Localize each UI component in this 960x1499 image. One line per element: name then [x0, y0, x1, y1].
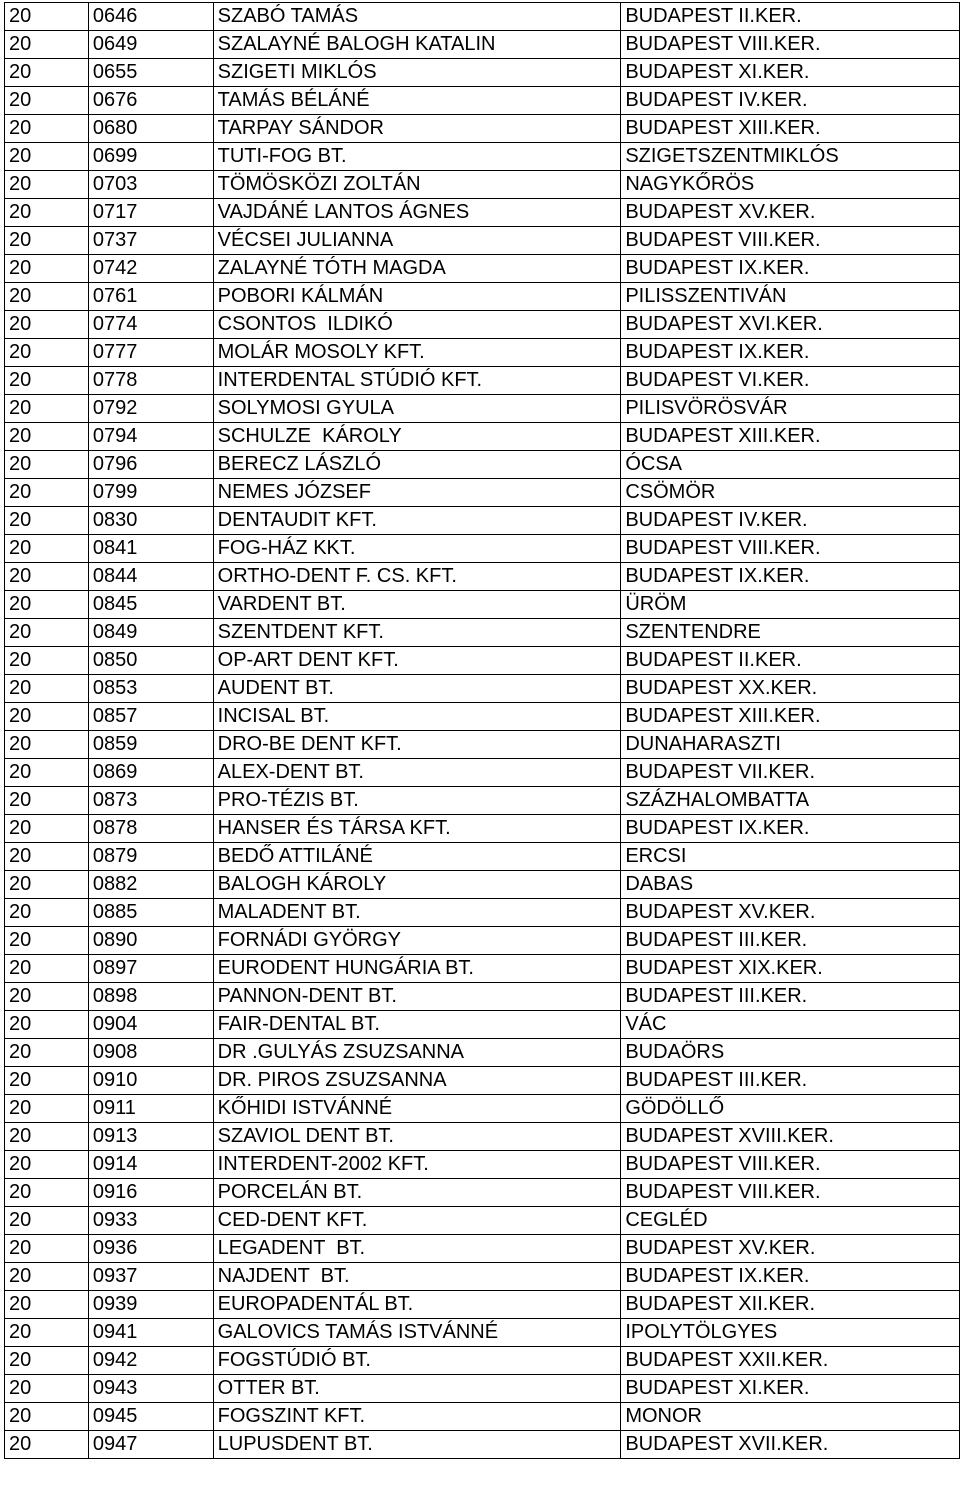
table-row [5, 451, 960, 479]
table-row [5, 1151, 960, 1179]
registry-number-cell: 0933 [88, 1207, 213, 1235]
registry-number-cell: 0830 [88, 507, 213, 535]
name-cell: POBORI KÁLMÁN [213, 283, 621, 311]
registry-number-cell: 0916 [88, 1179, 213, 1207]
location-cell: DABAS [621, 871, 960, 899]
table-row [5, 87, 960, 115]
table-row [5, 647, 960, 675]
location-cell: BUDAPEST IX.KER. [621, 1263, 960, 1291]
table-row [5, 199, 960, 227]
name-cell: ORTHO-DENT F. CS. KFT. [213, 563, 621, 591]
registry-number-cell: 0850 [88, 647, 213, 675]
name-cell: DRO-BE DENT KFT. [213, 731, 621, 759]
location-cell: SZÁZHALOMBATTA [621, 787, 960, 815]
location-cell: BUDAPEST XVII.KER. [621, 1431, 960, 1459]
registry-number-cell: 0904 [88, 1011, 213, 1039]
name-cell: GALOVICS TAMÁS ISTVÁNNÉ [213, 1319, 621, 1347]
registry-number-cell: 0885 [88, 899, 213, 927]
table-row [5, 255, 960, 283]
location-cell: BUDAPEST XIX.KER. [621, 955, 960, 983]
name-cell: DR .GULYÁS ZSUZSANNA [213, 1039, 621, 1067]
location-cell: BUDAPEST XV.KER. [621, 199, 960, 227]
name-cell: INTERDENTAL STÚDIÓ KFT. [213, 367, 621, 395]
registry-number-cell: 0799 [88, 479, 213, 507]
register-table [4, 2, 960, 1459]
area-code-cell: 20 [5, 199, 89, 227]
table-row [5, 1207, 960, 1235]
location-cell: BUDAPEST VII.KER. [621, 759, 960, 787]
location-cell: CSÖMÖR [621, 479, 960, 507]
name-cell: SZALAYNÉ BALOGH KATALIN [213, 31, 621, 59]
table-row [5, 1291, 960, 1319]
area-code-cell: 20 [5, 395, 89, 423]
location-cell: BUDAPEST XXII.KER. [621, 1347, 960, 1375]
table-row [5, 1095, 960, 1123]
table-row [5, 983, 960, 1011]
table-row [5, 479, 960, 507]
name-cell: SZENTDENT KFT. [213, 619, 621, 647]
area-code-cell: 20 [5, 563, 89, 591]
area-code-cell: 20 [5, 647, 89, 675]
area-code-cell: 20 [5, 955, 89, 983]
table-row [5, 1179, 960, 1207]
area-code-cell: 20 [5, 759, 89, 787]
name-cell: FOGSTÚDIÓ BT. [213, 1347, 621, 1375]
table-row [5, 535, 960, 563]
location-cell: BUDAPEST XI.KER. [621, 1375, 960, 1403]
name-cell: FOGSZINT KFT. [213, 1403, 621, 1431]
area-code-cell: 20 [5, 619, 89, 647]
name-cell: NEMES JÓZSEF [213, 479, 621, 507]
registry-number-cell: 0699 [88, 143, 213, 171]
area-code-cell: 20 [5, 227, 89, 255]
location-cell: BUDAPEST VIII.KER. [621, 1151, 960, 1179]
area-code-cell: 20 [5, 451, 89, 479]
name-cell: SCHULZE KÁROLY [213, 423, 621, 451]
registry-number-cell: 0796 [88, 451, 213, 479]
area-code-cell: 20 [5, 815, 89, 843]
area-code-cell: 20 [5, 535, 89, 563]
location-cell: ÜRÖM [621, 591, 960, 619]
area-code-cell: 20 [5, 731, 89, 759]
table-row [5, 115, 960, 143]
area-code-cell: 20 [5, 591, 89, 619]
location-cell: BUDAPEST XII.KER. [621, 1291, 960, 1319]
location-cell: IPOLYTÖLGYES [621, 1319, 960, 1347]
registry-number-cell: 0914 [88, 1151, 213, 1179]
name-cell: NAJDENT BT. [213, 1263, 621, 1291]
location-cell: NAGYKŐRÖS [621, 171, 960, 199]
location-cell: BUDAPEST IX.KER. [621, 255, 960, 283]
area-code-cell: 20 [5, 31, 89, 59]
register-table-body [5, 3, 960, 1459]
table-row [5, 1123, 960, 1151]
area-code-cell: 20 [5, 1151, 89, 1179]
area-code-cell: 20 [5, 1207, 89, 1235]
location-cell: BUDAPEST IV.KER. [621, 507, 960, 535]
registry-number-cell: 0878 [88, 815, 213, 843]
registry-number-cell: 0890 [88, 927, 213, 955]
area-code-cell: 20 [5, 871, 89, 899]
name-cell: FAIR-DENTAL BT. [213, 1011, 621, 1039]
table-row [5, 871, 960, 899]
name-cell: BEDŐ ATTILÁNÉ [213, 843, 621, 871]
registry-number-cell: 0717 [88, 199, 213, 227]
registry-number-cell: 0941 [88, 1319, 213, 1347]
name-cell: PANNON-DENT BT. [213, 983, 621, 1011]
table-row [5, 815, 960, 843]
location-cell: BUDAPEST III.KER. [621, 927, 960, 955]
area-code-cell: 20 [5, 1179, 89, 1207]
area-code-cell: 20 [5, 703, 89, 731]
name-cell: OTTER BT. [213, 1375, 621, 1403]
name-cell: VARDENT BT. [213, 591, 621, 619]
table-row [5, 3, 960, 31]
name-cell: INTERDENT-2002 KFT. [213, 1151, 621, 1179]
area-code-cell: 20 [5, 927, 89, 955]
location-cell: PILISSZENTIVÁN [621, 283, 960, 311]
registry-number-cell: 0853 [88, 675, 213, 703]
name-cell: TÖMÖSKÖZI ZOLTÁN [213, 171, 621, 199]
location-cell: DUNAHARASZTI [621, 731, 960, 759]
name-cell: MOLÁR MOSOLY KFT. [213, 339, 621, 367]
location-cell: BUDAPEST XI.KER. [621, 59, 960, 87]
location-cell: BUDAPEST XX.KER. [621, 675, 960, 703]
name-cell: VÉCSEI JULIANNA [213, 227, 621, 255]
table-row [5, 227, 960, 255]
area-code-cell: 20 [5, 1095, 89, 1123]
table-row [5, 787, 960, 815]
name-cell: INCISAL BT. [213, 703, 621, 731]
registry-number-cell: 0778 [88, 367, 213, 395]
registry-number-cell: 0794 [88, 423, 213, 451]
area-code-cell: 20 [5, 1067, 89, 1095]
name-cell: LEGADENT BT. [213, 1235, 621, 1263]
registry-number-cell: 0873 [88, 787, 213, 815]
registry-number-cell: 0849 [88, 619, 213, 647]
name-cell: DR. PIROS ZSUZSANNA [213, 1067, 621, 1095]
area-code-cell: 20 [5, 843, 89, 871]
area-code-cell: 20 [5, 983, 89, 1011]
location-cell: BUDAPEST VIII.KER. [621, 1179, 960, 1207]
registry-number-cell: 0908 [88, 1039, 213, 1067]
table-row [5, 1347, 960, 1375]
registry-number-cell: 0680 [88, 115, 213, 143]
area-code-cell: 20 [5, 115, 89, 143]
area-code-cell: 20 [5, 1347, 89, 1375]
registry-number-cell: 0737 [88, 227, 213, 255]
name-cell: TARPAY SÁNDOR [213, 115, 621, 143]
registry-number-cell: 0761 [88, 283, 213, 311]
table-row [5, 31, 960, 59]
area-code-cell: 20 [5, 899, 89, 927]
registry-number-cell: 0844 [88, 563, 213, 591]
area-code-cell: 20 [5, 1375, 89, 1403]
table-row [5, 563, 960, 591]
table-row [5, 759, 960, 787]
area-code-cell: 20 [5, 787, 89, 815]
area-code-cell: 20 [5, 675, 89, 703]
area-code-cell: 20 [5, 1039, 89, 1067]
registry-number-cell: 0942 [88, 1347, 213, 1375]
name-cell: PORCELÁN BT. [213, 1179, 621, 1207]
table-row [5, 1011, 960, 1039]
registry-number-cell: 0897 [88, 955, 213, 983]
location-cell: BUDAPEST XV.KER. [621, 899, 960, 927]
area-code-cell: 20 [5, 1235, 89, 1263]
registry-number-cell: 0841 [88, 535, 213, 563]
table-row [5, 507, 960, 535]
location-cell: BUDAPEST VIII.KER. [621, 31, 960, 59]
area-code-cell: 20 [5, 59, 89, 87]
registry-number-cell: 0649 [88, 31, 213, 59]
location-cell: MONOR [621, 1403, 960, 1431]
area-code-cell: 20 [5, 3, 89, 31]
registry-number-cell: 0913 [88, 1123, 213, 1151]
location-cell: ERCSI [621, 843, 960, 871]
name-cell: CSONTOS ILDIKÓ [213, 311, 621, 339]
registry-number-cell: 0936 [88, 1235, 213, 1263]
area-code-cell: 20 [5, 87, 89, 115]
name-cell: KŐHIDI ISTVÁNNÉ [213, 1095, 621, 1123]
location-cell: BUDAPEST II.KER. [621, 647, 960, 675]
name-cell: SZAVIOL DENT BT. [213, 1123, 621, 1151]
area-code-cell: 20 [5, 479, 89, 507]
location-cell: BUDAPEST VIII.KER. [621, 227, 960, 255]
table-row [5, 423, 960, 451]
registry-number-cell: 0910 [88, 1067, 213, 1095]
registry-number-cell: 0947 [88, 1431, 213, 1459]
table-row [5, 1319, 960, 1347]
name-cell: EURODENT HUNGÁRIA BT. [213, 955, 621, 983]
location-cell: PILISVÖRÖSVÁR [621, 395, 960, 423]
table-row [5, 731, 960, 759]
table-row [5, 283, 960, 311]
registry-number-cell: 0898 [88, 983, 213, 1011]
location-cell: BUDAPEST VIII.KER. [621, 535, 960, 563]
registry-number-cell: 0777 [88, 339, 213, 367]
area-code-cell: 20 [5, 1319, 89, 1347]
location-cell: BUDAPEST VI.KER. [621, 367, 960, 395]
table-row [5, 339, 960, 367]
table-row [5, 171, 960, 199]
area-code-cell: 20 [5, 1291, 89, 1319]
name-cell: MALADENT BT. [213, 899, 621, 927]
location-cell: BUDAPEST IX.KER. [621, 563, 960, 591]
registry-number-cell: 0676 [88, 87, 213, 115]
table-row [5, 1431, 960, 1459]
name-cell: CED-DENT KFT. [213, 1207, 621, 1235]
table-row [5, 899, 960, 927]
location-cell: SZENTENDRE [621, 619, 960, 647]
name-cell: ALEX-DENT BT. [213, 759, 621, 787]
location-cell: ÓCSA [621, 451, 960, 479]
location-cell: BUDAPEST XVI.KER. [621, 311, 960, 339]
registry-number-cell: 0943 [88, 1375, 213, 1403]
area-code-cell: 20 [5, 171, 89, 199]
table-row [5, 59, 960, 87]
registry-number-cell: 0859 [88, 731, 213, 759]
table-row [5, 395, 960, 423]
location-cell: BUDAPEST IX.KER. [621, 339, 960, 367]
name-cell: VAJDÁNÉ LANTOS ÁGNES [213, 199, 621, 227]
location-cell: BUDAÖRS [621, 1039, 960, 1067]
table-row [5, 367, 960, 395]
name-cell: AUDENT BT. [213, 675, 621, 703]
registry-number-cell: 0869 [88, 759, 213, 787]
area-code-cell: 20 [5, 1431, 89, 1459]
area-code-cell: 20 [5, 1123, 89, 1151]
area-code-cell: 20 [5, 143, 89, 171]
name-cell: ZALAYNÉ TÓTH MAGDA [213, 255, 621, 283]
location-cell: BUDAPEST XV.KER. [621, 1235, 960, 1263]
table-row [5, 1263, 960, 1291]
registry-number-cell: 0939 [88, 1291, 213, 1319]
registry-number-cell: 0703 [88, 171, 213, 199]
location-cell: GÖDÖLLŐ [621, 1095, 960, 1123]
registry-number-cell: 0945 [88, 1403, 213, 1431]
location-cell: BUDAPEST III.KER. [621, 1067, 960, 1095]
location-cell: VÁC [621, 1011, 960, 1039]
area-code-cell: 20 [5, 1403, 89, 1431]
table-row [5, 1403, 960, 1431]
table-row [5, 619, 960, 647]
location-cell: SZIGETSZENTMIKLÓS [621, 143, 960, 171]
table-row [5, 703, 960, 731]
table-row [5, 1235, 960, 1263]
location-cell: BUDAPEST II.KER. [621, 3, 960, 31]
registry-number-cell: 0655 [88, 59, 213, 87]
name-cell: SZIGETI MIKLÓS [213, 59, 621, 87]
name-cell: BALOGH KÁROLY [213, 871, 621, 899]
location-cell: BUDAPEST IX.KER. [621, 815, 960, 843]
name-cell: TAMÁS BÉLÁNÉ [213, 87, 621, 115]
registry-number-cell: 0911 [88, 1095, 213, 1123]
location-cell: CEGLÉD [621, 1207, 960, 1235]
location-cell: BUDAPEST IV.KER. [621, 87, 960, 115]
area-code-cell: 20 [5, 311, 89, 339]
registry-number-cell: 0646 [88, 3, 213, 31]
location-cell: BUDAPEST III.KER. [621, 983, 960, 1011]
table-row [5, 1067, 960, 1095]
table-row [5, 955, 960, 983]
table-row [5, 311, 960, 339]
table-row [5, 675, 960, 703]
name-cell: BERECZ LÁSZLÓ [213, 451, 621, 479]
name-cell: EUROPADENTÁL BT. [213, 1291, 621, 1319]
name-cell: HANSER ÉS TÁRSA KFT. [213, 815, 621, 843]
registry-number-cell: 0792 [88, 395, 213, 423]
name-cell: PRO-TÉZIS BT. [213, 787, 621, 815]
name-cell: SOLYMOSI GYULA [213, 395, 621, 423]
table-row [5, 1039, 960, 1067]
area-code-cell: 20 [5, 507, 89, 535]
area-code-cell: 20 [5, 1263, 89, 1291]
area-code-cell: 20 [5, 255, 89, 283]
name-cell: FORNÁDI GYÖRGY [213, 927, 621, 955]
registry-number-cell: 0742 [88, 255, 213, 283]
registry-number-cell: 0879 [88, 843, 213, 871]
table-row [5, 843, 960, 871]
area-code-cell: 20 [5, 339, 89, 367]
table-row [5, 591, 960, 619]
table-row [5, 1375, 960, 1403]
name-cell: TUTI-FOG BT. [213, 143, 621, 171]
registry-number-cell: 0937 [88, 1263, 213, 1291]
table-row [5, 927, 960, 955]
registry-number-cell: 0882 [88, 871, 213, 899]
area-code-cell: 20 [5, 283, 89, 311]
table-row [5, 143, 960, 171]
registry-number-cell: 0857 [88, 703, 213, 731]
name-cell: DENTAUDIT KFT. [213, 507, 621, 535]
name-cell: SZABÓ TAMÁS [213, 3, 621, 31]
location-cell: BUDAPEST XIII.KER. [621, 115, 960, 143]
location-cell: BUDAPEST XIII.KER. [621, 703, 960, 731]
area-code-cell: 20 [5, 1011, 89, 1039]
name-cell: OP-ART DENT KFT. [213, 647, 621, 675]
name-cell: FOG-HÁZ KKT. [213, 535, 621, 563]
location-cell: BUDAPEST XVIII.KER. [621, 1123, 960, 1151]
area-code-cell: 20 [5, 423, 89, 451]
registry-number-cell: 0845 [88, 591, 213, 619]
location-cell: BUDAPEST XIII.KER. [621, 423, 960, 451]
registry-number-cell: 0774 [88, 311, 213, 339]
area-code-cell: 20 [5, 367, 89, 395]
name-cell: LUPUSDENT BT. [213, 1431, 621, 1459]
